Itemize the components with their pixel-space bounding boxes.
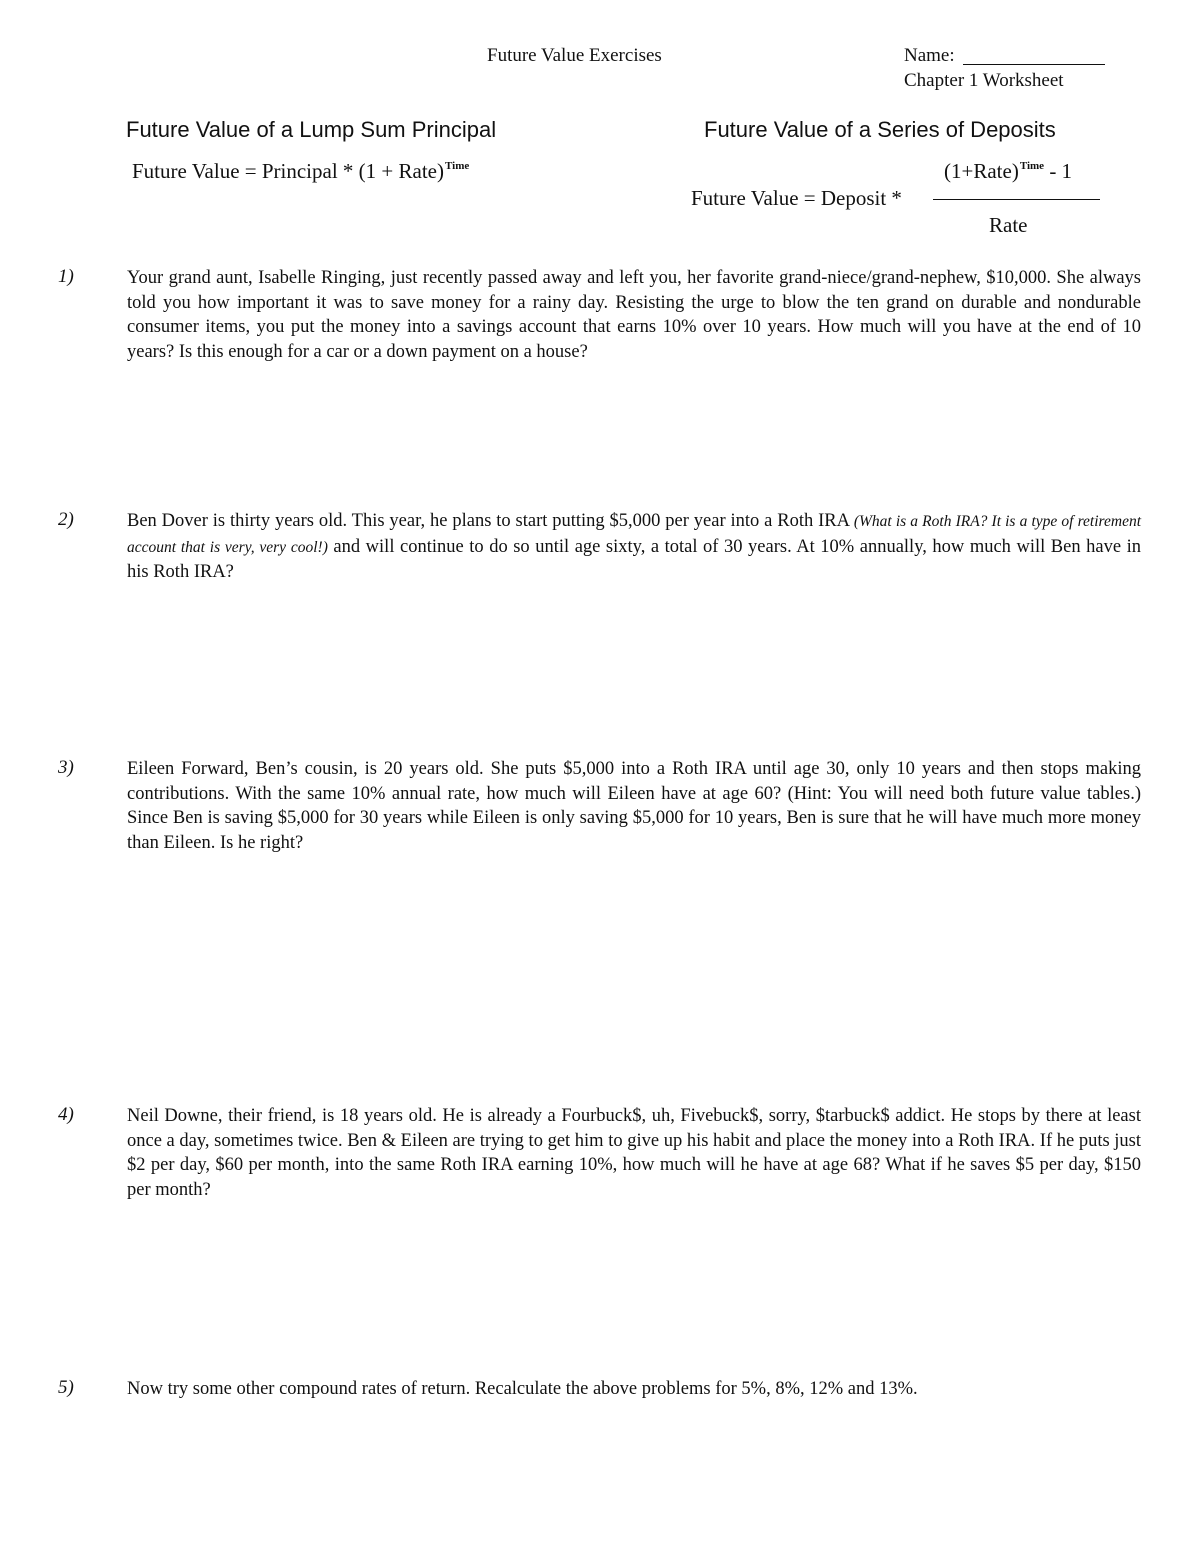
- question-text-part: Ben Dover is thirty years old. This year, he plans to start putting $5,000 per year into a Roth IRA: [127, 511, 854, 531]
- question-number: 5): [58, 1377, 74, 1398]
- lump-sum-exponent: Time: [445, 160, 470, 172]
- question-number: 3): [58, 757, 74, 778]
- name-field: [904, 45, 1105, 67]
- series-numerator-base: (1+Rate): [944, 159, 1019, 183]
- question-number: 4): [58, 1104, 74, 1125]
- question-number: 1): [58, 266, 74, 287]
- series-exponent: Time: [1019, 160, 1045, 172]
- question-text: [127, 509, 1141, 585]
- question-text: Eileen Forward, Ben’s cousin, is 20 years old. She puts $5,000 into a Roth IRA until age 30, only 10 years and then stops making contributions. With the same 10% annual rate, how much will Eileen have at age 60? (Hint: You will need both future value tables.) Since Ben is saving $5,000 for 30 years while Eileen is only saving $5,000 for 10 years, Ben is sure that he will have much more money than Eileen. Is he right?: [127, 759, 1141, 854]
- question-text: Your grand aunt, Isabelle Ringing, just recently passed away and left you, her favorite grand-niece/grand-nephew, $10,000. She always told you how important it was to save money for a rainy day. Resisting the urge to blow the ten grand on durable and nondurable consumer items, you put the money into a savings account that earns 10% over 10 years. How much will you have at the end of 10 years? Is this enough for a car or a down payment on a house?: [127, 268, 1141, 363]
- question-text: Now try some other compound rates of return. Recalculate the above problems for 5%, 8%, 12% and 13%.: [127, 1379, 918, 1399]
- roth-ira-aside: (What is a Roth IRA? It is a type of retirement account that is very, very cool!): [127, 513, 1142, 556]
- series-numerator: [944, 159, 1072, 184]
- lump-sum-heading: Future Value of a Lump Sum Principal: [126, 117, 497, 142]
- chapter-label: Chapter 1 Worksheet: [904, 70, 1064, 91]
- series-numerator-tail: - 1: [1044, 159, 1073, 183]
- fraction-bar: [933, 199, 1100, 200]
- series-denominator: Rate: [989, 213, 1028, 237]
- name-label: Name:: [904, 45, 955, 66]
- lump-sum-lhs: Future Value = Principal * (1 + Rate): [132, 159, 444, 183]
- question-text-part: and will continue to do so until age sixty, a total of 30 years. At 10% annually, how much will Ben have in his Roth IRA?: [127, 536, 1141, 583]
- series-heading: Future Value of a Series of Deposits: [704, 117, 1056, 142]
- question-number: 2): [58, 509, 74, 530]
- question-text: Neil Downe, their friend, is 18 years old. He is already a Fourbuck$, uh, Fivebuck$, sorry, $tarbuck$ addict. He stops by there at least once a day, sometimes twice. Ben & Eileen are trying to get him to give up his habit and place the money into a Roth IRA. If he puts just $2 per day, $60 per month, into the same Roth IRA earning 10%, how much will he have at age 68? What if he saves $5 per day, $150 per month?: [127, 1106, 1142, 1201]
- name-blank-line: [963, 64, 1105, 65]
- worksheet-title: Future Value Exercises: [487, 45, 662, 66]
- series-lhs: Future Value = Deposit *: [691, 186, 902, 210]
- lump-sum-formula: [132, 159, 469, 184]
